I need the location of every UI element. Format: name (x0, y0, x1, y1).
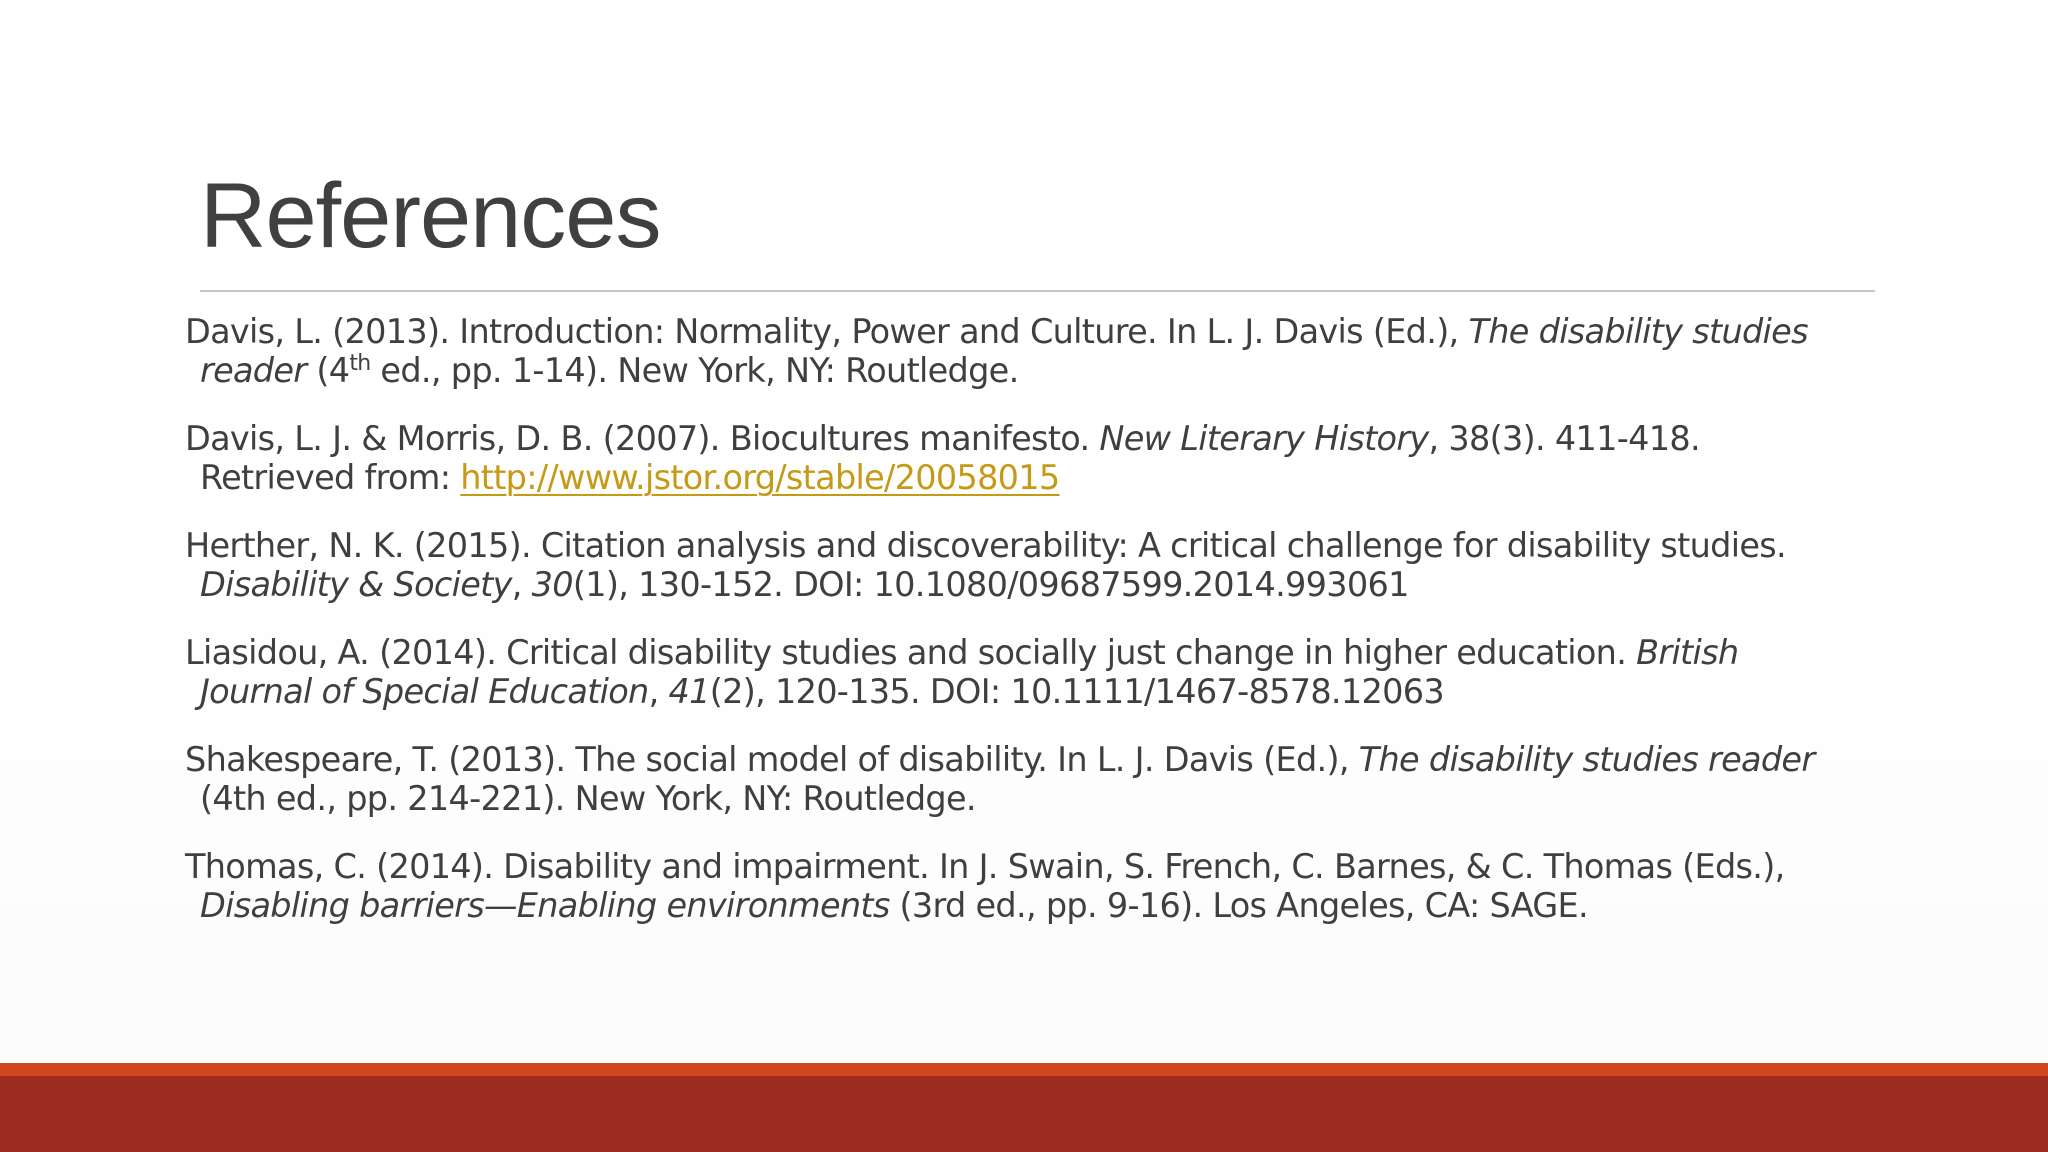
reference-list (185, 312, 1875, 954)
journal-title: Journal of Special Education (200, 672, 649, 711)
journal-title: Disability & Society (200, 565, 512, 604)
volume-number: 41 (668, 672, 710, 711)
reference-item-liasidou-2014: Liasidou, A. (2014). Critical disability studies and socially just change in higher education. British Journal of Special Education, 41(2), 120-135. DOI: 10.1111/1467-8578.12063 (185, 633, 1739, 711)
reference-item-thomas-2014: Thomas, C. (2014). Disability and impairment. In J. Swain, S. French, C. Barnes, & C. Thomas (Eds.), Disabling barriers—Enabling environments (3rd ed., pp. 9-16). Los Angeles, CA: SAGE. (185, 847, 1785, 925)
jstor-link[interactable]: http://www.jstor.org/stable/20058015 (460, 458, 1060, 497)
volume-number: 30 (531, 565, 573, 604)
book-title: The disability studies reader (1358, 740, 1815, 779)
journal-title: British (1636, 633, 1739, 672)
book-title: The disability studies (1468, 312, 1808, 351)
book-title: Disabling barriers—Enabling environments (200, 886, 890, 925)
slide-title: References (200, 165, 661, 267)
footer-bar (0, 1076, 2048, 1152)
title-divider (200, 290, 1875, 292)
ordinal-superscript: th (349, 351, 371, 376)
reference-item-davis-morris-2007: Davis, L. J. & Morris, D. B. (2007). Biocultures manifesto. New Literary History, 38(3). 411-418. Retrieved from: http://www.jstor.org/stable/20058015 (185, 419, 1700, 497)
book-title: reader (200, 351, 307, 390)
reference-item-davis-2013: Davis, L. (2013). Introduction: Normality, Power and Culture. In L. J. Davis (Ed.), The disability studies reader (4th ed., pp. 1-14). New York, NY: Routledge. (185, 312, 1808, 390)
journal-title: New Literary History (1099, 419, 1429, 458)
reference-item-shakespeare-2013: Shakespeare, T. (2013). The social model of disability. In L. J. Davis (Ed.), The disability studies reader (4th ed., pp. 214-221). New York, NY: Routledge. (185, 740, 1815, 818)
footer-accent-stripe (0, 1063, 2048, 1076)
reference-item-herther-2015: Herther, N. K. (2015). Citation analysis and discoverability: A critical challenge for disability studies. Disability & Society, 30(1), 130-152. DOI: 10.1080/09687599.2014.993061 (185, 526, 1786, 604)
